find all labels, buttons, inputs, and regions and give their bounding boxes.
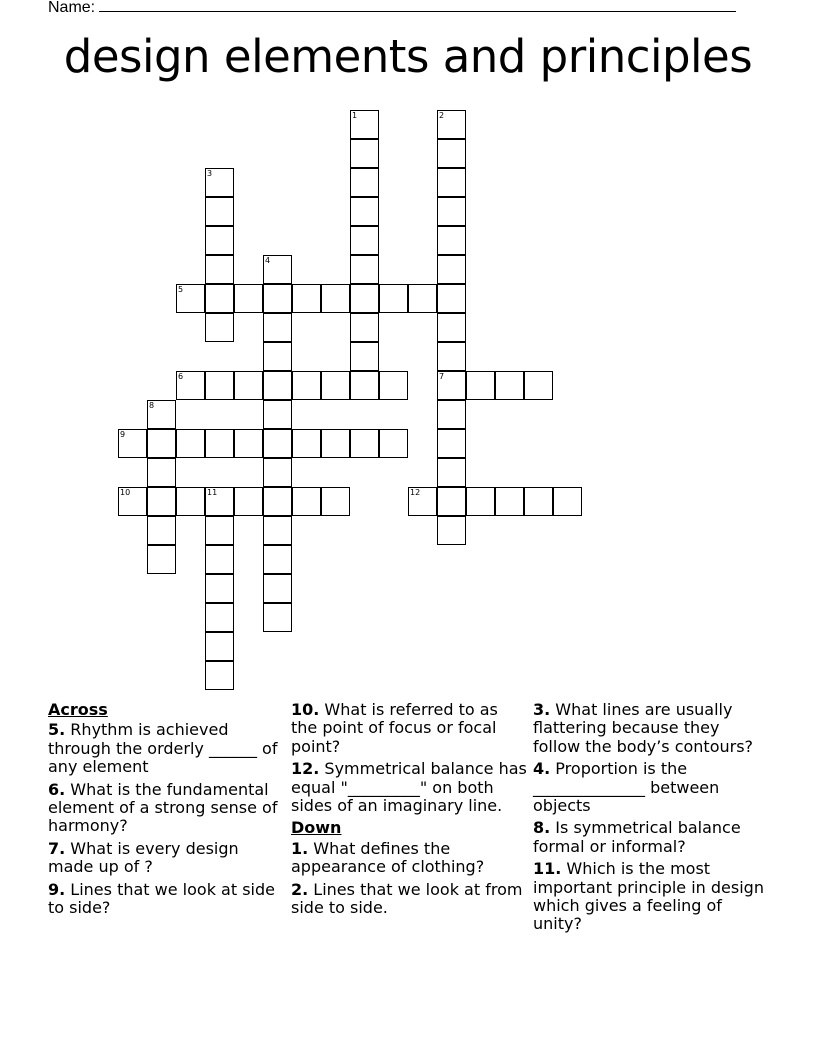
grid-cell[interactable] bbox=[437, 516, 466, 545]
grid-cell[interactable] bbox=[437, 487, 466, 516]
clues-column-1 bbox=[48, 701, 284, 921]
grid-cell[interactable] bbox=[437, 255, 466, 284]
grid-cell[interactable] bbox=[205, 255, 234, 284]
grid-cell[interactable] bbox=[234, 429, 263, 458]
grid-cell[interactable] bbox=[321, 371, 350, 400]
grid-cell[interactable] bbox=[205, 284, 234, 313]
grid-cell[interactable] bbox=[205, 603, 234, 632]
grid-cell[interactable] bbox=[408, 487, 437, 516]
clue-number-label: 2 bbox=[439, 111, 445, 120]
grid-cell[interactable] bbox=[350, 226, 379, 255]
grid-cell[interactable] bbox=[263, 429, 292, 458]
grid-cell[interactable] bbox=[263, 516, 292, 545]
grid-cell[interactable] bbox=[350, 110, 379, 139]
grid-cell[interactable] bbox=[350, 429, 379, 458]
clue-item bbox=[48, 721, 284, 776]
clue-number-label: 11 bbox=[207, 488, 218, 497]
grid-cell[interactable] bbox=[321, 429, 350, 458]
clue-number-label: 9 bbox=[120, 430, 126, 439]
grid-cell[interactable] bbox=[437, 429, 466, 458]
grid-cell[interactable] bbox=[205, 632, 234, 661]
clue-item bbox=[533, 819, 769, 856]
grid-cell[interactable] bbox=[176, 487, 205, 516]
grid-cell[interactable] bbox=[350, 139, 379, 168]
clue-text: What defines the appearance of clothing? bbox=[291, 838, 485, 877]
clue-number: 11. bbox=[533, 859, 562, 879]
clue-text: Which is the most important principle in design which gives a feeling of unity? bbox=[533, 859, 764, 934]
grid-cell[interactable] bbox=[176, 284, 205, 313]
grid-cell[interactable] bbox=[321, 284, 350, 313]
grid-cell[interactable] bbox=[437, 168, 466, 197]
clue-text: What is every design made up of ? bbox=[48, 838, 239, 877]
grid-cell[interactable] bbox=[263, 574, 292, 603]
grid-cell[interactable] bbox=[147, 429, 176, 458]
grid-cell[interactable] bbox=[176, 371, 205, 400]
grid-cell[interactable] bbox=[350, 168, 379, 197]
grid-cell[interactable] bbox=[263, 313, 292, 342]
grid-cell[interactable] bbox=[379, 371, 408, 400]
page-title: design elements and principles bbox=[63, 30, 753, 83]
grid-cell[interactable] bbox=[234, 371, 263, 400]
clue-text: Symmetrical balance has equal "_________" on both sides of an imaginary line. bbox=[291, 759, 527, 816]
grid-cell[interactable] bbox=[263, 371, 292, 400]
grid-cell[interactable] bbox=[147, 487, 176, 516]
clue-item bbox=[48, 781, 284, 836]
grid-cell[interactable] bbox=[350, 197, 379, 226]
clue-number: 1. bbox=[291, 838, 309, 858]
clues-column-2 bbox=[291, 701, 527, 921]
grid-cell[interactable] bbox=[147, 516, 176, 545]
clue-item bbox=[291, 881, 527, 918]
clue-number: 3. bbox=[533, 700, 551, 719]
grid-cell[interactable] bbox=[350, 371, 379, 400]
grid-cell[interactable] bbox=[292, 487, 321, 516]
clues-column-3 bbox=[533, 701, 769, 938]
grid-cell[interactable] bbox=[437, 226, 466, 255]
grid-cell[interactable] bbox=[292, 371, 321, 400]
clue-item bbox=[533, 760, 769, 815]
grid-cell[interactable] bbox=[437, 139, 466, 168]
grid-cell[interactable] bbox=[437, 313, 466, 342]
grid-cell[interactable] bbox=[205, 516, 234, 545]
clue-text: Rhythm is achieved through the orderly ______ of any element bbox=[48, 720, 278, 777]
grid-cell[interactable] bbox=[437, 342, 466, 371]
grid-cell[interactable] bbox=[466, 487, 495, 516]
grid-cell[interactable] bbox=[379, 284, 408, 313]
clue-number: 9. bbox=[48, 879, 66, 899]
clue-number: 4. bbox=[533, 759, 551, 779]
grid-cell[interactable] bbox=[437, 400, 466, 429]
grid-cell[interactable] bbox=[350, 342, 379, 371]
grid-cell[interactable] bbox=[263, 545, 292, 574]
grid-cell[interactable] bbox=[263, 458, 292, 487]
grid-cell[interactable] bbox=[205, 226, 234, 255]
grid-cell[interactable] bbox=[495, 371, 524, 400]
grid-cell[interactable] bbox=[437, 458, 466, 487]
grid-cell[interactable] bbox=[408, 284, 437, 313]
grid-cell[interactable] bbox=[437, 371, 466, 400]
clue-number-label: 1 bbox=[352, 111, 358, 120]
clue-text: What lines are usually flattering because they follow the body’s contours? bbox=[533, 700, 754, 756]
clue-number-label: 10 bbox=[120, 488, 131, 497]
grid-cell[interactable] bbox=[205, 313, 234, 342]
clue-number-label: 4 bbox=[265, 256, 271, 265]
grid-cell[interactable] bbox=[263, 342, 292, 371]
grid-cell[interactable] bbox=[205, 487, 234, 516]
grid-cell[interactable] bbox=[234, 487, 263, 516]
name-label: Name: bbox=[48, 0, 96, 16]
grid-cell[interactable] bbox=[350, 255, 379, 284]
clue-number: 12. bbox=[291, 759, 320, 779]
grid-cell[interactable] bbox=[205, 661, 234, 690]
grid-cell[interactable] bbox=[263, 255, 292, 284]
grid-cell[interactable] bbox=[321, 487, 350, 516]
clue-item bbox=[533, 701, 769, 756]
grid-cell[interactable] bbox=[437, 197, 466, 226]
clue-number: 8. bbox=[533, 818, 551, 838]
clue-text: What is the fundamental element of a strong sense of harmony? bbox=[48, 779, 278, 836]
clue-number-label: 12 bbox=[410, 488, 421, 497]
grid-cell[interactable] bbox=[292, 429, 321, 458]
grid-cell[interactable] bbox=[118, 487, 147, 516]
clue-number: 10. bbox=[291, 700, 320, 719]
grid-cell[interactable] bbox=[147, 545, 176, 574]
clue-number-label: 8 bbox=[149, 401, 155, 410]
clue-text: Lines that we look at from side to side. bbox=[291, 879, 523, 918]
clue-text: Proportion is the ______________ between objects bbox=[533, 759, 720, 816]
grid-cell[interactable] bbox=[524, 487, 553, 516]
grid-cell[interactable] bbox=[437, 110, 466, 139]
grid-cell[interactable] bbox=[263, 487, 292, 516]
clue-item bbox=[291, 840, 527, 877]
grid-cell[interactable] bbox=[350, 284, 379, 313]
grid-cell[interactable] bbox=[205, 429, 234, 458]
clue-item bbox=[291, 701, 527, 756]
grid-cell[interactable] bbox=[176, 429, 205, 458]
clue-item bbox=[48, 840, 284, 877]
grid-cell[interactable] bbox=[437, 284, 466, 313]
grid-cell[interactable] bbox=[292, 284, 321, 313]
grid-cell[interactable] bbox=[205, 168, 234, 197]
clue-number: 7. bbox=[48, 838, 66, 858]
grid-cell[interactable] bbox=[147, 400, 176, 429]
clue-number-label: 5 bbox=[178, 285, 184, 294]
grid-cell[interactable] bbox=[466, 371, 495, 400]
clue-number: 5. bbox=[48, 720, 66, 740]
clue-text: Is symmetrical balance formal or informal? bbox=[533, 818, 741, 856]
clue-number-label: 6 bbox=[178, 372, 184, 381]
grid-cell[interactable] bbox=[263, 603, 292, 632]
clue-number: 2. bbox=[291, 879, 309, 899]
grid-cell[interactable] bbox=[524, 371, 553, 400]
grid-cell[interactable] bbox=[205, 371, 234, 400]
grid-cell[interactable] bbox=[147, 458, 176, 487]
clue-item bbox=[533, 860, 769, 934]
grid-cell[interactable] bbox=[263, 284, 292, 313]
clue-number-label: 3 bbox=[207, 169, 213, 178]
clue-number: 6. bbox=[48, 779, 66, 799]
clue-number-label: 7 bbox=[439, 372, 445, 381]
clue-section-heading: Across bbox=[48, 700, 108, 719]
clue-text: What is referred to as the point of focus or focal point? bbox=[291, 700, 498, 756]
grid-cell[interactable] bbox=[379, 429, 408, 458]
clue-item bbox=[291, 760, 527, 815]
grid-cell[interactable] bbox=[205, 574, 234, 603]
grid-cell[interactable] bbox=[234, 284, 263, 313]
grid-cell[interactable] bbox=[263, 400, 292, 429]
grid-cell[interactable] bbox=[205, 197, 234, 226]
clue-item bbox=[48, 881, 284, 918]
clue-section-heading: Down bbox=[291, 818, 342, 838]
grid-cell[interactable] bbox=[553, 487, 582, 516]
grid-cell[interactable] bbox=[495, 487, 524, 516]
grid-cell[interactable] bbox=[205, 545, 234, 574]
grid-cell[interactable] bbox=[350, 313, 379, 342]
grid-cell[interactable] bbox=[118, 429, 147, 458]
clue-text: Lines that we look at side to side? bbox=[48, 879, 275, 918]
